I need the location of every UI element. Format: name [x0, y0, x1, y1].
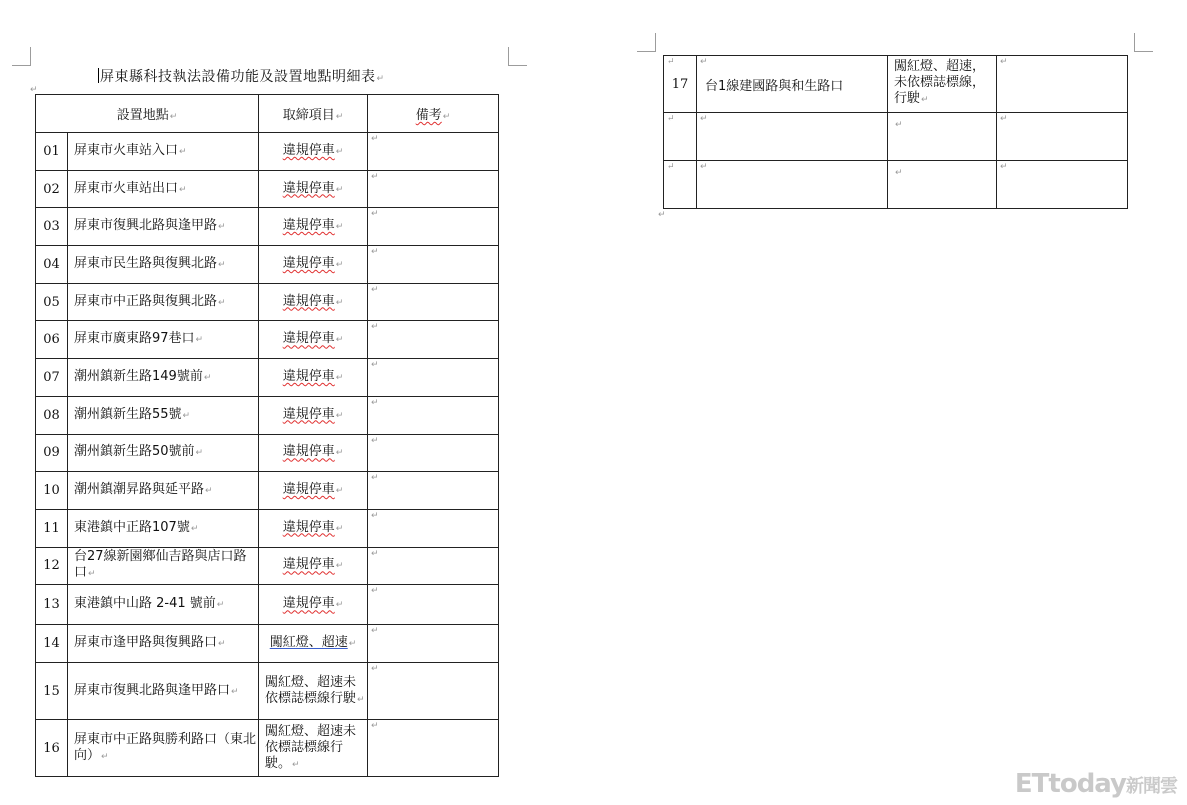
table-row [36, 509, 499, 547]
paragraph-mark-icon: ↵ [218, 222, 226, 233]
item-text: 違規停車 [282, 557, 335, 573]
header-location-cell[interactable]: 設置地點↵ [36, 95, 259, 133]
row-number-cell[interactable] [664, 161, 697, 209]
paragraph-mark-icon: ↵ [292, 759, 300, 770]
table-row [36, 547, 499, 585]
paragraph-mark-icon: ↵ [205, 486, 213, 497]
remarks-cell[interactable] [368, 663, 499, 720]
paragraph-mark-icon: ↵ [179, 184, 187, 195]
table-row [664, 161, 1128, 209]
item-cell[interactable] [259, 472, 368, 510]
paragraph-mark-icon: ↵ [371, 134, 379, 144]
document-title-text: 屏東縣科技執法設備功能及設置地點明細表 [100, 69, 376, 85]
row-number: 14 [43, 636, 60, 652]
item-cell[interactable] [259, 246, 368, 284]
row-number-cell[interactable] [36, 585, 68, 625]
paragraph-mark-icon: ↵ [371, 435, 379, 446]
paragraph-mark-icon: ↵ [371, 360, 379, 371]
paragraph-mark-icon: ↵ [376, 74, 385, 84]
remarks-cell[interactable] [997, 113, 1128, 161]
location-text: 潮州鎮新生路149號前 [74, 368, 203, 384]
remarks-cell[interactable] [368, 585, 499, 625]
watermark-suffix: 新聞雲 [1126, 776, 1177, 797]
row-number-cell[interactable] [36, 663, 68, 720]
row-number: 02 [43, 181, 60, 197]
item-cell[interactable] [259, 170, 368, 208]
paragraph-mark-icon: ↵ [335, 523, 344, 534]
row-number: 13 [43, 597, 60, 613]
row-number-cell[interactable] [36, 434, 68, 472]
header-remarks: 備考 [415, 108, 442, 123]
location-text: 屏東市民生路與復興北路 [74, 255, 218, 271]
item-text: 違規停車 [282, 444, 335, 460]
row-number-cell[interactable] [36, 547, 68, 585]
location-cell[interactable] [68, 246, 259, 284]
row-number: 04 [43, 256, 60, 272]
item-cell[interactable] [259, 434, 368, 472]
paragraph-mark-icon: ↵ [895, 168, 903, 178]
table-row [36, 663, 499, 720]
crop-mark-top-left [12, 47, 31, 66]
item-cell[interactable] [259, 133, 368, 171]
paragraph-mark-icon: ↵ [371, 209, 379, 220]
item-text: 闖紅燈、超速未依標誌標線行駛 [265, 674, 357, 706]
location-cell[interactable] [68, 170, 259, 208]
location-cell[interactable] [68, 625, 259, 663]
location-text: 潮州鎮潮昇路與延平路 [74, 482, 205, 498]
paragraph-mark-icon: ↵ [335, 259, 344, 270]
paragraph-mark-icon: ↵ [700, 162, 708, 172]
item-text: 違規停車 [282, 482, 335, 498]
item-cell[interactable] [259, 547, 368, 585]
crop-mark-top-right [508, 47, 527, 66]
header-remarks-cell[interactable]: 備考↵ [368, 95, 499, 133]
paragraph-mark-icon: ↵ [335, 146, 344, 157]
row-number-cell[interactable] [36, 396, 68, 434]
remarks-cell[interactable] [368, 625, 499, 663]
table-row [36, 625, 499, 663]
remarks-cell[interactable] [997, 56, 1128, 113]
item-text: 違規停車 [282, 596, 335, 612]
paragraph-mark-icon: ↵ [1000, 162, 1008, 172]
table-row [664, 113, 1128, 161]
item-text: 違規停車 [282, 142, 335, 158]
item-cell[interactable] [259, 509, 368, 547]
remarks-cell[interactable] [368, 321, 499, 359]
row-number: 12 [43, 558, 60, 574]
paragraph-mark-icon: ↵ [1000, 114, 1008, 124]
paragraph-mark-icon: ↵ [335, 297, 344, 308]
location-cell[interactable] [68, 585, 259, 625]
header-location: 設置地點 [116, 108, 169, 123]
location-cell[interactable] [68, 472, 259, 510]
location-cell[interactable] [68, 663, 259, 720]
row-number-cell[interactable] [36, 133, 68, 171]
remarks-cell[interactable] [368, 396, 499, 434]
locations-table [35, 94, 499, 777]
paragraph-mark-icon: ↵ [195, 335, 204, 346]
table-body [664, 56, 1128, 209]
row-number-cell[interactable] [36, 283, 68, 321]
item-cell[interactable] [259, 208, 368, 246]
paragraph-mark-icon: ↵ [371, 171, 379, 182]
row-number: 11 [43, 520, 60, 536]
item-cell[interactable] [259, 663, 368, 720]
item-text: 違規停車 [282, 368, 335, 384]
location-cell[interactable] [697, 113, 888, 161]
table-row [36, 208, 499, 246]
location-cell[interactable] [68, 208, 259, 246]
location-cell[interactable] [68, 434, 259, 472]
paragraph-mark-icon: ↵ [371, 721, 379, 732]
row-number: 05 [43, 294, 60, 310]
item-text: 違規停車 [282, 180, 335, 196]
location-text: 屏東市逢甲路與復興路口 [74, 635, 218, 651]
header-item: 取締項目 [282, 108, 335, 123]
remarks-cell[interactable] [368, 547, 499, 585]
paragraph-mark-icon: ↵ [371, 473, 379, 484]
crop-mark-top-right [1134, 33, 1153, 52]
location-cell[interactable] [68, 509, 259, 547]
location-text: 東港鎮中山路 2-41 號前 [74, 596, 216, 612]
paragraph-mark-icon: ↵ [335, 184, 344, 195]
crop-mark-top-left [637, 33, 656, 52]
paragraph-mark-icon: ↵ [218, 259, 226, 270]
left-page [0, 0, 566, 805]
item-text: 違規停車 [282, 255, 335, 271]
watermark-brand: ETtoday [1014, 769, 1126, 799]
paragraph-mark-icon: ↵ [371, 284, 379, 295]
table-row [36, 585, 499, 625]
table-row [36, 359, 499, 397]
location-cell[interactable] [68, 547, 259, 585]
table-row [36, 720, 499, 777]
table-header-row [36, 95, 499, 133]
paragraph-mark-icon: ↵ [231, 686, 239, 697]
row-number: 07 [43, 369, 60, 385]
location-text: 屏東市復興北路與逢甲路口 [74, 682, 231, 698]
remarks-cell[interactable] [368, 283, 499, 321]
location-text: 屏東市廣東路97巷口 [74, 331, 195, 347]
paragraph-mark-icon: ↵ [667, 57, 675, 67]
paragraph-mark-icon: ↵ [371, 322, 379, 333]
row-number: 01 [43, 143, 60, 159]
right-page [580, 0, 1187, 805]
paragraph-mark-icon: ↵ [1000, 57, 1008, 67]
item-cell[interactable] [259, 396, 368, 434]
item-cell[interactable] [259, 720, 368, 777]
paragraph-mark-icon: ↵ [218, 639, 226, 650]
item-text: 違規停車 [282, 331, 335, 347]
remarks-cell[interactable] [368, 359, 499, 397]
paragraph-mark-icon: ↵ [700, 57, 708, 67]
item-text: 違規停車 [282, 218, 335, 234]
location-cell[interactable] [68, 720, 259, 777]
location-text: 台1線建國路與和生路口 [705, 78, 844, 94]
remarks-cell[interactable] [368, 434, 499, 472]
paragraph-mark-icon: ↵ [335, 561, 344, 572]
paragraph-mark-icon: ↵ [88, 569, 96, 580]
paragraph-mark-icon: ↵ [335, 486, 344, 497]
remarks-cell[interactable] [368, 170, 499, 208]
table-row [36, 283, 499, 321]
location-text: 潮州鎮新生路50號前 [74, 444, 195, 460]
paragraph-mark-icon: ↵ [182, 410, 191, 421]
paragraph-mark-icon: ↵ [371, 397, 379, 408]
row-number-cell[interactable] [36, 359, 68, 397]
paragraph-mark-icon: ↵ [371, 586, 379, 597]
remarks-cell[interactable] [368, 509, 499, 547]
row-number: 08 [43, 407, 60, 423]
row-number: 09 [43, 445, 60, 461]
table-row [36, 246, 499, 284]
paragraph-mark-icon: ↵ [179, 146, 187, 157]
row-number-cell[interactable] [36, 509, 68, 547]
location-cell[interactable] [68, 133, 259, 171]
paragraph-mark-icon: ↵ [218, 297, 226, 308]
row-number-cell[interactable] [36, 208, 68, 246]
paragraph-mark-icon: ↵ [216, 600, 225, 611]
paragraph-mark-icon: ↵ [357, 694, 365, 705]
ettoday-watermark-logo [1015, 769, 1177, 799]
remarks-cell[interactable] [997, 161, 1128, 209]
table-row [36, 133, 499, 171]
remarks-cell[interactable] [368, 472, 499, 510]
location-cell[interactable] [68, 283, 259, 321]
row-number-cell[interactable] [664, 56, 697, 113]
remarks-cell[interactable] [368, 720, 499, 777]
row-number-cell[interactable] [36, 246, 68, 284]
row-number: 17 [671, 76, 689, 92]
item-cell[interactable] [888, 56, 997, 113]
item-text: 闖紅燈、超速，未依標誌標線，行駛 [894, 59, 986, 106]
item-cell[interactable] [888, 161, 997, 209]
location-cell[interactable] [68, 359, 259, 397]
location-text: 屏東市中正路與勝利路口（東北向） [74, 731, 257, 763]
paragraph-mark-icon: ↵ [921, 95, 929, 105]
text-cursor [98, 68, 99, 83]
row-number: 10 [43, 483, 60, 499]
paragraph-mark-icon: ↵ [667, 114, 675, 124]
row-number: 16 [43, 740, 60, 756]
item-text: 違規停車 [282, 519, 335, 535]
item-text: 違規停車 [282, 406, 335, 422]
header-item-cell[interactable]: 取締項目↵ [259, 95, 368, 133]
table-row [36, 396, 499, 434]
location-text: 屏東市復興北路與逢甲路 [74, 218, 218, 234]
paragraph-mark-icon: ↵ [335, 372, 344, 383]
paragraph-mark-icon: ↵ [335, 335, 344, 346]
item-text: 違規停車 [282, 293, 335, 309]
location-cell[interactable] [68, 321, 259, 359]
row-number-cell[interactable] [36, 170, 68, 208]
paragraph-mark-icon: ↵ [203, 372, 212, 383]
location-text: 台27線新園鄉仙吉路與店口路口 [74, 549, 247, 581]
remarks-cell[interactable] [368, 208, 499, 246]
table-row [36, 472, 499, 510]
paragraph-mark-icon: ↵ [371, 664, 379, 675]
locations-table-continued [663, 55, 1128, 209]
paragraph-mark-icon: ↵ [335, 410, 344, 421]
paragraph-mark-icon: ↵ [190, 523, 199, 534]
paragraph-mark-icon: ↵ [371, 626, 379, 637]
paragraph-mark-icon: ↵ [335, 600, 344, 611]
row-number-cell[interactable] [36, 625, 68, 663]
paragraph-mark-icon: ↵ [348, 639, 357, 650]
item-cell[interactable] [259, 321, 368, 359]
remarks-cell[interactable] [368, 133, 499, 171]
row-number-cell[interactable] [36, 472, 68, 510]
paragraph-mark-icon: ↵ [895, 120, 903, 130]
location-cell[interactable] [697, 56, 888, 113]
remarks-cell[interactable] [368, 246, 499, 284]
paragraph-mark-icon: ↵ [335, 448, 344, 459]
table-body [36, 133, 499, 777]
table-row [36, 170, 499, 208]
row-number: 06 [43, 332, 60, 348]
location-text: 屏東市火車站入口 [74, 142, 179, 158]
paragraph-mark-icon: ↵ [667, 162, 675, 172]
item-text: 闖紅燈、超速 [269, 635, 348, 651]
location-text: 屏東市中正路與復興北路 [74, 293, 218, 309]
paragraph-mark-icon: ↵ [700, 114, 708, 124]
item-cell[interactable] [259, 283, 368, 321]
row-number: 03 [43, 219, 60, 235]
item-cell[interactable] [259, 359, 368, 397]
paragraph-mark-icon: ↵ [101, 751, 109, 762]
paragraph-mark-icon: ↵ [30, 85, 38, 95]
table-row [36, 321, 499, 359]
item-cell[interactable] [259, 625, 368, 663]
paragraph-mark-icon: ↵ [658, 210, 666, 220]
paragraph-mark-icon: ↵ [195, 448, 204, 459]
item-cell[interactable] [888, 113, 997, 161]
paragraph-mark-icon: ↵ [335, 222, 344, 233]
location-text: 屏東市火車站出口 [74, 180, 179, 196]
location-text: 潮州鎮新生路55號 [74, 406, 182, 422]
item-cell[interactable] [259, 585, 368, 625]
document-title[interactable] [98, 66, 385, 86]
location-text: 東港鎮中正路107號 [74, 519, 190, 535]
paragraph-mark-icon: ↵ [371, 247, 379, 258]
item-text: 闖紅燈、超速未依標誌標線行駛。 [265, 723, 357, 771]
table-row [664, 56, 1128, 113]
location-cell[interactable] [68, 396, 259, 434]
table-row [36, 434, 499, 472]
row-number-cell[interactable] [664, 113, 697, 161]
paragraph-mark-icon: ↵ [371, 510, 379, 521]
paragraph-mark-icon: ↵ [371, 548, 379, 559]
row-number-cell[interactable] [36, 720, 68, 777]
location-cell[interactable] [697, 161, 888, 209]
row-number-cell[interactable] [36, 321, 68, 359]
row-number: 15 [43, 683, 60, 699]
